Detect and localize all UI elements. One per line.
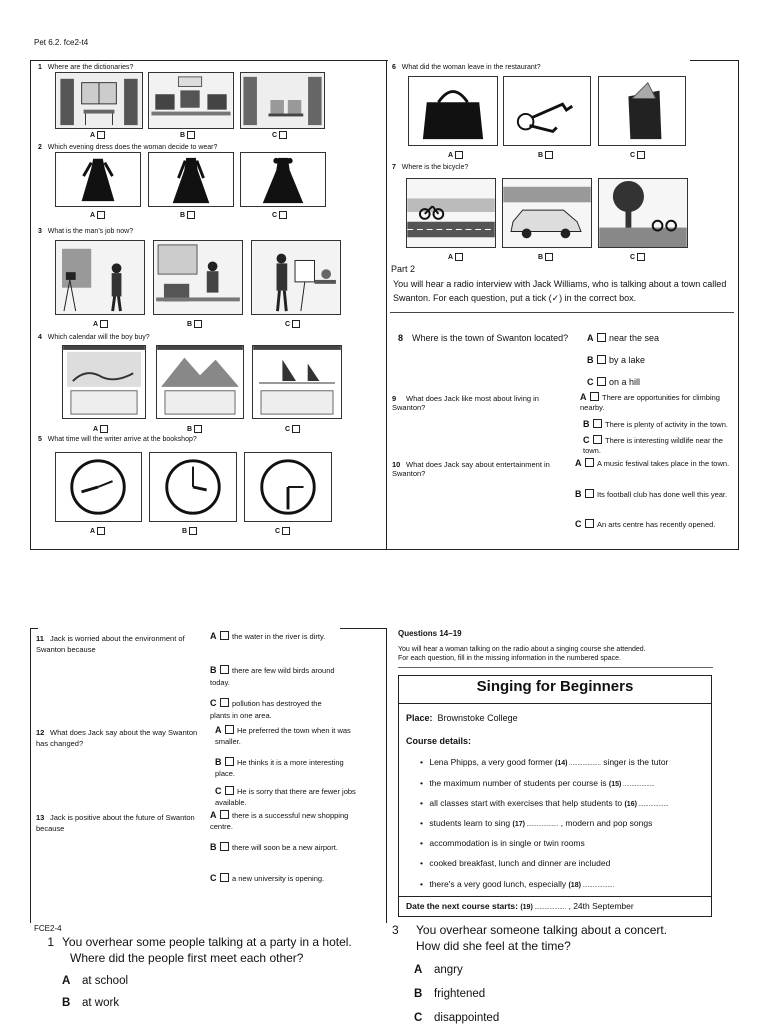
- checkbox[interactable]: [225, 786, 234, 795]
- question-10: 10 What does Jack say about entertainment in Swanton?: [392, 460, 550, 478]
- picture-keys: [503, 76, 591, 146]
- picture-office-worker: [153, 240, 243, 315]
- option-b-label: B: [538, 151, 553, 159]
- bullet-icon: •: [420, 778, 426, 788]
- bullet-icon: •: [420, 879, 426, 889]
- answer-blank-19[interactable]: ...................: [532, 905, 567, 911]
- picture-clock-a: [55, 452, 142, 522]
- checkbox[interactable]: [279, 131, 287, 139]
- course-details-label: Course details:: [406, 736, 472, 746]
- divider: [386, 60, 387, 550]
- checkbox[interactable]: [194, 320, 202, 328]
- option-b-label: B: [187, 320, 202, 328]
- picture-dress-b: [148, 152, 234, 207]
- fce-code: FCE2-4: [34, 924, 62, 933]
- picture-clock-c: [244, 452, 332, 522]
- picture-computer-room: [148, 72, 234, 129]
- checkbox[interactable]: [597, 333, 606, 342]
- divider: [30, 549, 386, 550]
- page-code: Pet 6.2. fce2-t4: [34, 38, 89, 47]
- checkbox[interactable]: [590, 392, 599, 401]
- course-detail-item: • Lena Phipps, a very good former (14) ................... singer is the tutor: [420, 757, 669, 767]
- part2-intro: You will hear a radio interview with Jack Williams, who is talking about a town called Swanton. For each question, put a tick (✓) in the correct box.: [393, 279, 727, 303]
- option-c-label: C: [272, 211, 287, 219]
- q8-option-c[interactable]: C on a hill: [587, 377, 641, 387]
- next-course-date: Date the next course starts: (19) ................... , 24th September: [406, 901, 634, 911]
- answer-blank[interactable]: ...................: [567, 761, 601, 767]
- checkbox[interactable]: [220, 810, 229, 819]
- question-12: 12 What does Jack say about the way Swanton has changed?: [36, 728, 198, 748]
- q10-option-b[interactable]: B Its football club has done well this year.: [575, 489, 728, 499]
- checkbox[interactable]: [585, 519, 594, 528]
- option-a-label: A: [90, 527, 105, 535]
- q10-option-a[interactable]: A A music festival takes place in the town.: [575, 458, 730, 468]
- picture-dress-c: [240, 152, 326, 207]
- divider: [398, 896, 712, 897]
- checkbox[interactable]: [593, 419, 602, 428]
- fce-q3-option-c[interactable]: C disappointed: [414, 1012, 500, 1024]
- picture-dress-a: [55, 152, 141, 207]
- question-5: 5 What time will the writer arrive at the bookshop?: [38, 436, 197, 443]
- fce-question-1: 1 You overhear some people talking at a party in a hotel.: [47, 935, 352, 949]
- checkbox[interactable]: [220, 631, 229, 640]
- checkbox[interactable]: [545, 253, 553, 261]
- answer-blank[interactable]: ...................: [580, 883, 615, 889]
- fce-q1-option-a[interactable]: A at school: [62, 975, 129, 987]
- checkbox[interactable]: [455, 253, 463, 261]
- picture-reading-area: [240, 72, 325, 129]
- option-c-label: C: [630, 151, 645, 159]
- checkbox[interactable]: [97, 527, 105, 535]
- course-detail-item: • all classes start with exercises that help students to (16) ..................: [420, 798, 669, 808]
- option-c-label: C: [285, 320, 300, 328]
- bullet-icon: •: [420, 818, 426, 828]
- divider: [30, 628, 31, 923]
- q12-option-a[interactable]: A He preferred the town when it was smaller.: [215, 725, 351, 746]
- checkbox[interactable]: [220, 698, 229, 707]
- question-2: 2 Which evening dress does the woman decide to wear?: [38, 144, 218, 151]
- picture-clock-b: [149, 452, 237, 522]
- option-a-label: A: [90, 131, 105, 139]
- checkbox[interactable]: [220, 842, 229, 851]
- divider: [738, 60, 739, 550]
- fce-question-1-line2: Where did the people first meet each other?: [70, 951, 304, 965]
- checkbox[interactable]: [220, 873, 229, 882]
- checkbox[interactable]: [637, 151, 645, 159]
- option-b-label: B: [187, 425, 202, 433]
- question-9: 9 What does Jack like most about living in Swanton?: [392, 394, 539, 412]
- picture-wallet: [598, 76, 686, 146]
- picture-photographer: [55, 240, 145, 315]
- checkbox[interactable]: [225, 757, 234, 766]
- q13-option-a[interactable]: A there is a successful new shopping centre.: [210, 810, 349, 831]
- fce-q3-option-b[interactable]: B frightened: [414, 988, 486, 1000]
- picture-painter: [251, 240, 341, 315]
- checkbox[interactable]: [585, 489, 594, 498]
- q8-option-a[interactable]: A near the sea: [587, 333, 660, 343]
- checkbox[interactable]: [100, 320, 108, 328]
- part3-intro-1: You will hear a woman talking on the radio about a singing course she attended.: [398, 646, 646, 653]
- answer-blank[interactable]: ..................: [636, 802, 669, 808]
- q12-option-b[interactable]: B He thinks it is a more interesting place.: [215, 757, 344, 778]
- course-detail-item: • cooked breakfast, lunch and dinner are included: [420, 858, 611, 868]
- checkbox[interactable]: [100, 425, 108, 433]
- question-1: 1 Where are the dictionaries?: [38, 64, 134, 71]
- divider: [398, 667, 713, 668]
- answer-blank[interactable]: ...................: [621, 782, 655, 788]
- picture-calendar-mountain: [156, 345, 244, 419]
- bullet-icon: •: [420, 798, 426, 808]
- course-detail-item: • there's a very good lunch, especially (18) ...................: [420, 879, 615, 889]
- option-b-label: B: [180, 131, 195, 139]
- course-detail-item: • the maximum number of students per course is (15) ...................: [420, 778, 655, 788]
- checkbox[interactable]: [282, 527, 290, 535]
- checkbox[interactable]: [225, 725, 234, 734]
- checkbox[interactable]: [97, 131, 105, 139]
- answer-blank[interactable]: ...................: [524, 822, 559, 828]
- fce-question-3: 3 You overhear someone talking about a concert.: [392, 923, 668, 937]
- option-c-label: C: [630, 253, 645, 261]
- picture-bicycle-tree: [598, 178, 688, 248]
- option-a-label: A: [448, 253, 463, 261]
- divider: [398, 703, 712, 704]
- fce-q1-option-b[interactable]: B at work: [62, 997, 120, 1009]
- fce-question-3-line2: How did she feel at the time?: [416, 939, 571, 953]
- bullet-icon: •: [420, 838, 426, 848]
- question-13: 13 Jack is positive about the future of Swanton because: [36, 813, 195, 833]
- option-b-label: B: [180, 211, 195, 219]
- option-a-label: A: [90, 211, 105, 219]
- checkbox[interactable]: [292, 425, 300, 433]
- option-a-label: A: [93, 425, 108, 433]
- picture-bicycle-road: [406, 178, 496, 248]
- question-7: 7 Where is the bicycle?: [392, 164, 469, 171]
- bullet-icon: •: [420, 858, 426, 868]
- checkbox[interactable]: [187, 131, 195, 139]
- question-11: 11 Jack is worried about the environment of Swanton because: [36, 634, 185, 654]
- checkbox[interactable]: [597, 377, 606, 386]
- divider: [336, 60, 388, 61]
- divider: [30, 628, 38, 629]
- checkbox[interactable]: [593, 435, 602, 444]
- checkbox[interactable]: [97, 211, 105, 219]
- option-c-label: C: [272, 131, 287, 139]
- q8-option-b[interactable]: B by a lake: [587, 355, 646, 365]
- checkbox[interactable]: [189, 527, 197, 535]
- checkbox[interactable]: [279, 211, 287, 219]
- place-row: Place: Brownstoke College: [406, 713, 518, 723]
- checkbox[interactable]: [545, 151, 553, 159]
- option-c-label: C: [275, 527, 290, 535]
- option-a-label: A: [93, 320, 108, 328]
- fce-q3-option-a[interactable]: A angry: [414, 964, 463, 976]
- q9-option-c[interactable]: C There is interesting wildlife near the town.: [583, 435, 723, 455]
- divider: [390, 312, 734, 313]
- part2-title: Part 2: [391, 264, 416, 274]
- checkbox[interactable]: [597, 355, 606, 364]
- course-detail-item: • students learn to sing (17) ................... , modern and pop songs: [420, 818, 653, 828]
- checkbox[interactable]: [194, 425, 202, 433]
- q10-option-c[interactable]: C An arts centre has recently opened.: [575, 519, 716, 529]
- checkbox[interactable]: [292, 320, 300, 328]
- q13-option-b[interactable]: B there will soon be a new airport.: [210, 842, 338, 852]
- course-detail-item: • accommodation is in single or twin rooms: [420, 838, 585, 848]
- divider: [340, 628, 386, 629]
- option-b-label: B: [538, 253, 553, 261]
- picture-library-shelves: [55, 72, 143, 129]
- option-a-label: A: [448, 151, 463, 159]
- q9-option-b[interactable]: B There is plenty of activity in the town.: [583, 419, 728, 429]
- question-4: 4 Which calendar will the boy buy?: [38, 334, 150, 341]
- bullet-icon: •: [420, 757, 426, 767]
- divider: [690, 60, 738, 61]
- q11-option-c[interactable]: C pollution has destroyed the plants in one area.: [210, 698, 322, 720]
- question-6: 6 What did the woman leave in the restaurant?: [392, 64, 541, 71]
- form-title: Singing for Beginners: [476, 678, 634, 695]
- checkbox[interactable]: [187, 211, 195, 219]
- picture-handbag: [408, 76, 498, 146]
- part3-heading: Questions 14–19: [398, 629, 462, 638]
- picture-calendar-tiger: [62, 345, 146, 419]
- q12-option-c[interactable]: C He is sorry that there are fewer jobs available.: [215, 786, 356, 807]
- checkbox[interactable]: [455, 151, 463, 159]
- checkbox[interactable]: [220, 665, 229, 674]
- question-3: 3 What is the man's job now?: [38, 228, 134, 235]
- part3-intro-2: For each question, fill in the missing information in the numbered space.: [398, 655, 621, 662]
- divider: [386, 628, 387, 923]
- checkbox[interactable]: [585, 458, 594, 467]
- q11-option-a[interactable]: A the water in the river is dirty.: [210, 631, 326, 641]
- picture-bicycle-car: [502, 178, 592, 248]
- q13-option-c[interactable]: C a new university is opening.: [210, 873, 325, 883]
- question-8: 8 Where is the town of Swanton located?: [398, 333, 569, 343]
- q11-option-b[interactable]: B there are few wild birds around today.: [210, 665, 335, 687]
- q9-option-a[interactable]: A There are opportunities for climbing nearby.: [580, 392, 720, 412]
- divider: [386, 549, 739, 550]
- picture-calendar-sailboat: [252, 345, 342, 419]
- checkbox[interactable]: [637, 253, 645, 261]
- option-c-label: C: [285, 425, 300, 433]
- option-b-label: B: [182, 527, 197, 535]
